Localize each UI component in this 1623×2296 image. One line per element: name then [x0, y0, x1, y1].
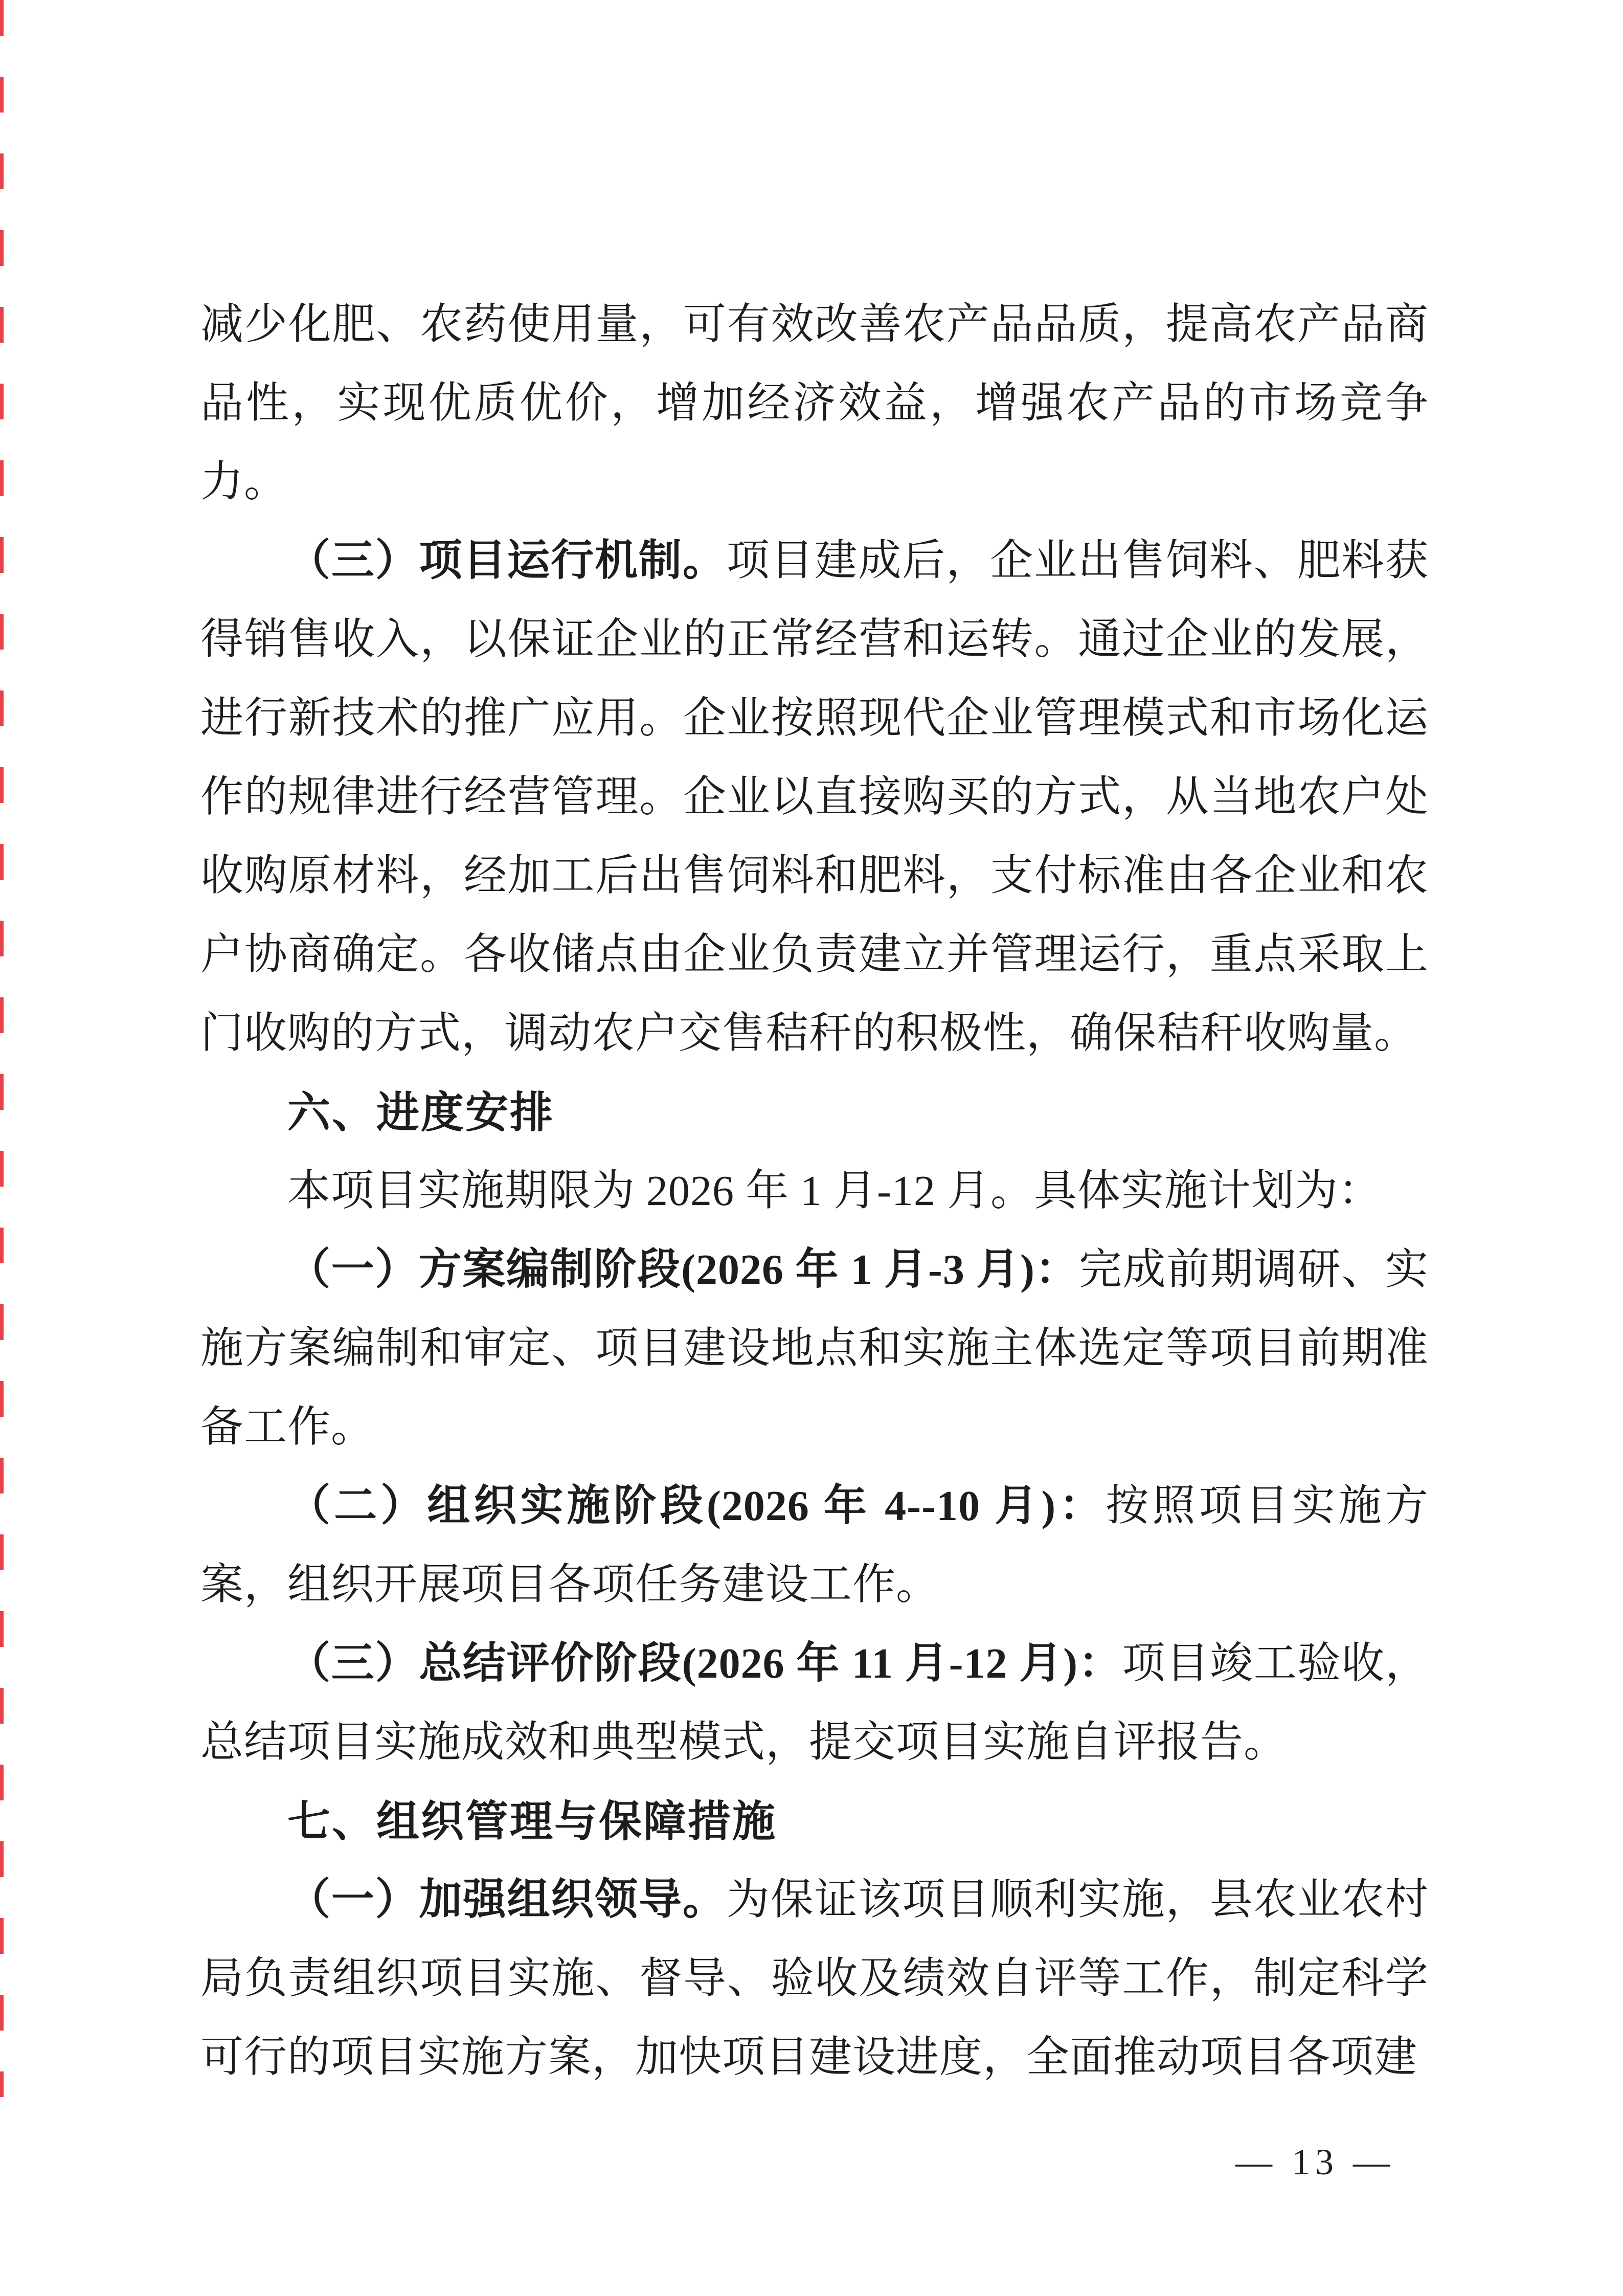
paragraph-lead: （三）项目运行机制。 [287, 537, 727, 585]
page-number: — 13 — [1235, 2142, 1395, 2182]
paragraph-benefits-continuation [200, 285, 1429, 522]
paragraph-lead: （一）加强组织领导。 [287, 1876, 727, 1924]
paragraph-lead: （二）组织实施阶段(2026 年 4--10 月)： [287, 1482, 1106, 1530]
body-text: 本项目实施期限为 2026 年 1 月-12 月。具体实施计划为： [287, 1167, 1382, 1215]
paragraph-project-operation-mechanism [200, 522, 1429, 1073]
paragraph-phase-3-summary-evaluation [200, 1624, 1429, 1782]
scan-edge-artifact [0, 0, 4, 2097]
body-text: 项目建成后，企业出售饲料、肥料获得销售收入，以保证企业的正常经营和运转。通过企业的发展，进行新技术的推广应用。企业按照现代企业管理模式和市场化运作的规律进行经营管理。企业以直接购买的方式，从当地农户处收购原材料，经加工后出售饲料和肥料，支付标准由各企业和农户协商确定。各收储点由企业负责建立并管理运行，重点采取上门收购的方式，调动农户交售秸秆的积极性，确保秸秆收购量。 [200, 537, 1429, 1057]
paragraph-phase-1-plan-preparation [200, 1231, 1429, 1467]
paragraph-implementation-period [200, 1152, 1429, 1231]
paragraph-lead: （三）总结评价阶段(2026 年 11 月-12 月)： [287, 1640, 1122, 1687]
body-text: 完成前期调研、实施方案编制和审定、项目建设地点和实施主体选定等项目前期准备工作。 [200, 1246, 1429, 1451]
body-text: 项目竣工验收，总结项目实施成效和典型模式，提交项目实施自评报告。 [200, 1640, 1429, 1766]
body-text: 减少化肥、农药使用量，可有效改善农产品品质，提高农产品商品性，实现优质优价，增加经济效益，增强农产品的市场竞争力。 [200, 301, 1429, 506]
body-text: 为保证该项目顺利实施，县农业农村局负责组织项目实施、督导、验收及绩效自评等工作，制定科学可行的项目实施方案，加快项目建设进度，全面推动项目各项建 [200, 1876, 1429, 2081]
document-body [200, 285, 1429, 2097]
paragraph-strengthen-organizational-leadership [200, 1861, 1429, 2097]
section-heading-progress-schedule: 六、进度安排 [287, 1088, 555, 1136]
body-text: 按照项目实施方案，组织开展项目各项任务建设工作。 [200, 1482, 1429, 1609]
section-heading-organization-management: 七、组织管理与保障措施 [287, 1797, 777, 1845]
paragraph-lead: （一）方案编制阶段(2026 年 1 月-3 月)： [287, 1246, 1079, 1294]
paragraph-phase-2-organized-implementation [200, 1467, 1429, 1624]
